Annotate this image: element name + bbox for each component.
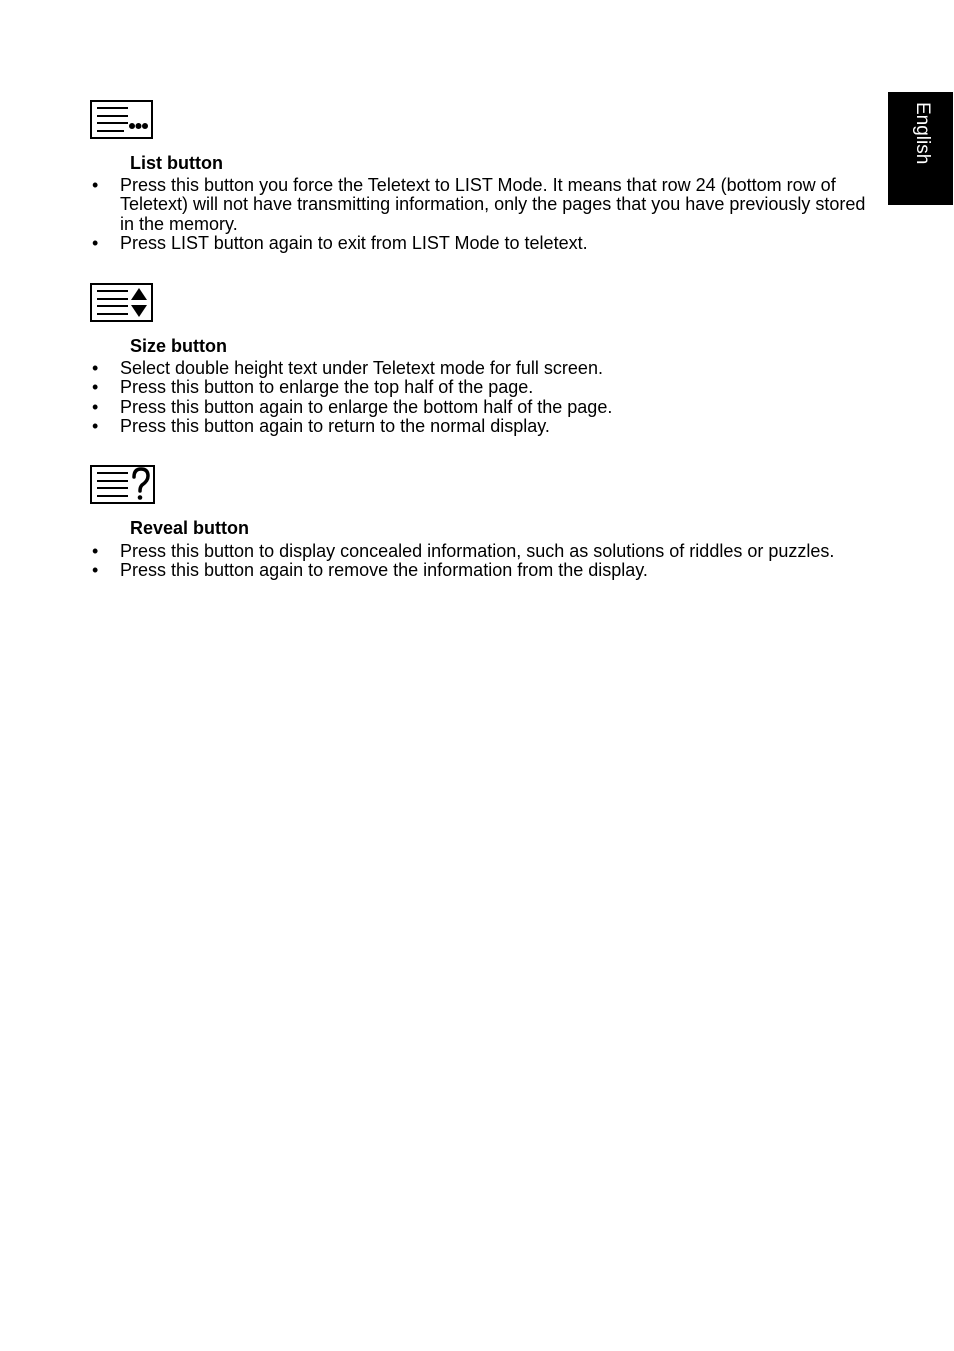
bullet-dot: •	[92, 377, 99, 398]
list-item	[90, 234, 870, 253]
section-title: List button	[130, 153, 223, 173]
reveal-icon	[90, 464, 156, 506]
list-item	[90, 417, 870, 436]
bullet-dot: •	[92, 232, 99, 253]
bullet-dot: •	[92, 541, 99, 561]
section-title: Reveal button	[130, 518, 250, 538]
bullet-list	[90, 359, 870, 436]
bullet-dot: •	[92, 175, 99, 195]
bullet-list	[90, 176, 870, 253]
bullet-dot: •	[92, 358, 99, 378]
bullet-text: Press this button to display concealed information, such as solutions of riddles or puzzles.	[120, 541, 835, 561]
list-item	[90, 561, 870, 580]
bullet-dot: •	[92, 396, 99, 417]
bullet-text: Press this button again to remove the information from the display.	[120, 560, 648, 581]
bullet-text: Press LIST button again to exit from LIST Mode to teletext.	[120, 232, 588, 253]
size-icon	[90, 282, 154, 324]
bullet-text: Press this button to enlarge the top half of the page.	[120, 377, 534, 398]
list-item	[90, 176, 870, 234]
language-tab	[888, 92, 953, 205]
list-item	[90, 398, 870, 417]
list-item	[90, 359, 870, 378]
list-item	[90, 378, 870, 397]
bullet-dot: •	[92, 415, 99, 436]
list-icon	[90, 99, 154, 141]
bullet-text: Press this button again to return to the normal display.	[120, 415, 550, 436]
bullet-dot: •	[92, 560, 99, 581]
bullet-text: Select double height text under Teletext mode for full screen.	[120, 358, 603, 378]
bullet-text: Press this button again to enlarge the bottom half of the page.	[120, 396, 613, 417]
list-item	[90, 542, 870, 561]
bullet-list	[90, 542, 870, 581]
section-title: Size button	[130, 336, 227, 356]
language-tab-label: English	[912, 102, 933, 165]
bullet-text: Press this button you force the Teletext to LIST Mode. It means that row 24 (bottom row of Teletext) will not have transmitting information, only the pages that you have previously stored in the memory.	[120, 175, 866, 234]
